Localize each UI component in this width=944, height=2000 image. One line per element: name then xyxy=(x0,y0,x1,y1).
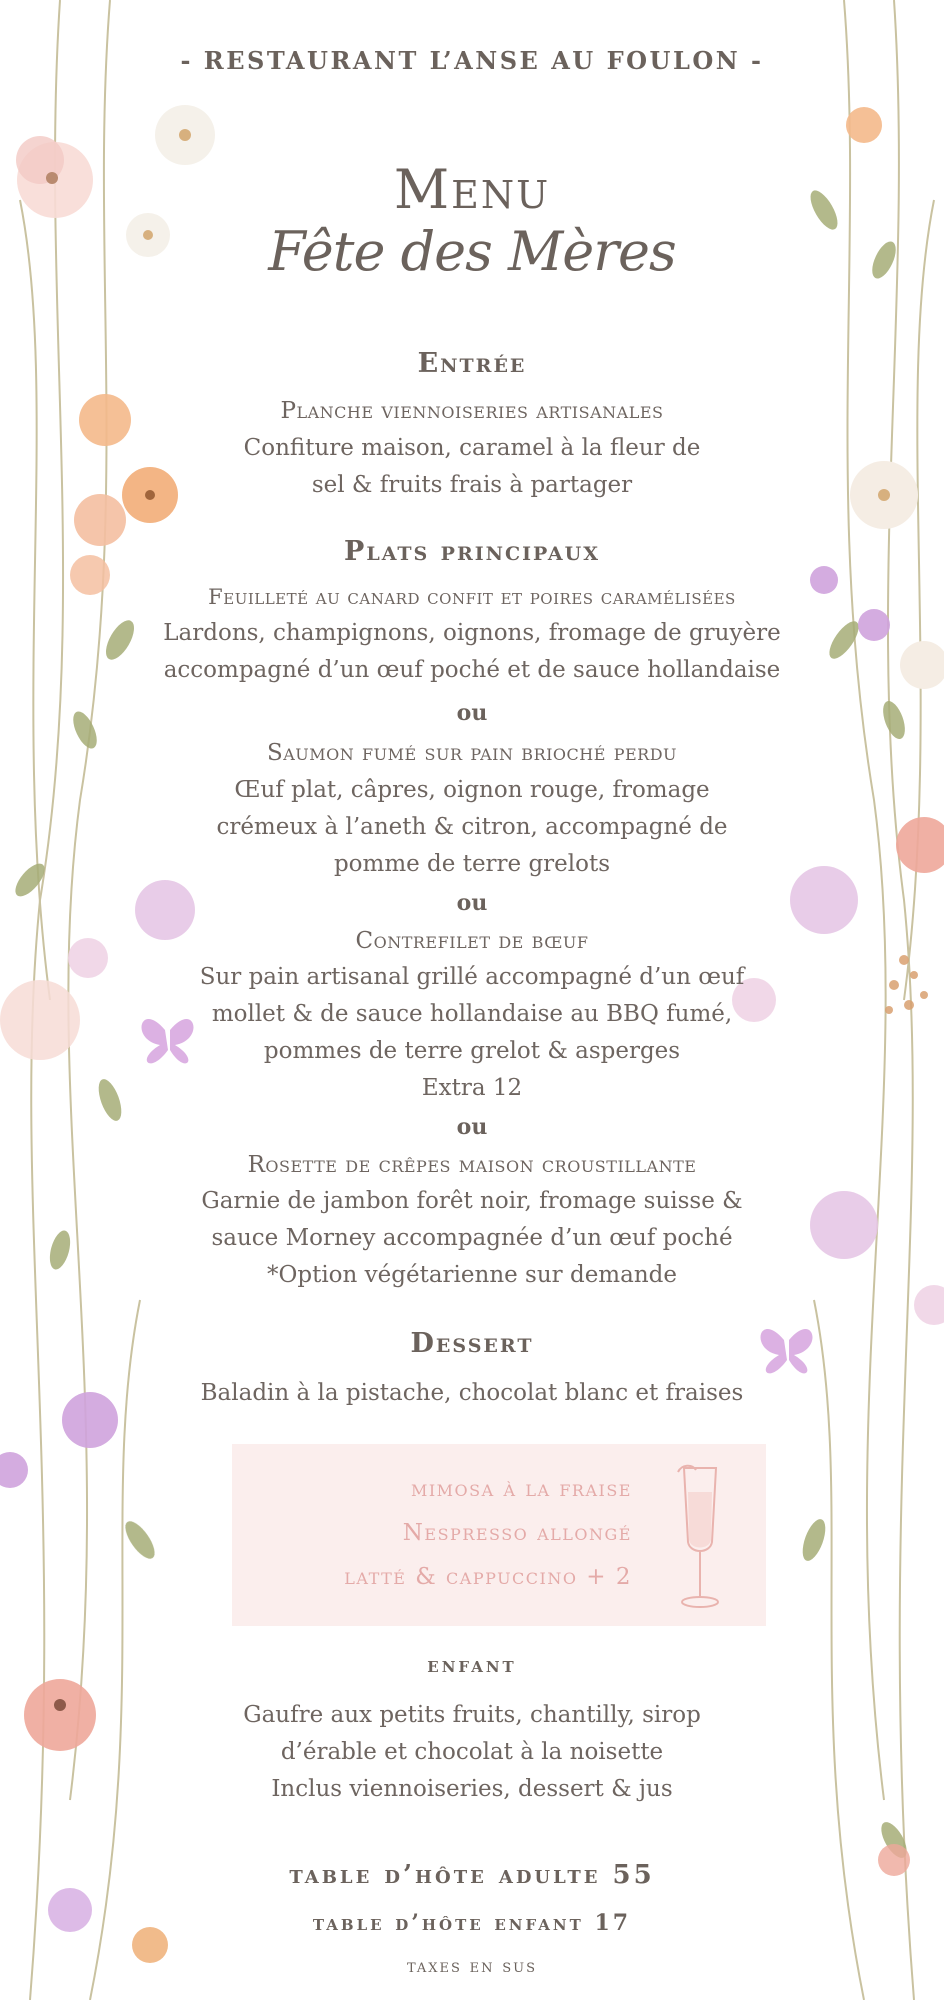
dish-line: sauce Morney accompagnée d’un œuf poché xyxy=(211,1225,733,1251)
or-separator: ou xyxy=(456,890,488,916)
dish-line: mollet & de sauce hollandaise au BBQ fumé, xyxy=(211,1001,733,1027)
dish-line: Œuf plat, câpres, oignon rouge, fromage xyxy=(234,777,710,803)
entree-line: Confiture maison, caramel à la fleur de xyxy=(243,435,701,461)
drink-line: latté & cappuccino + 2 xyxy=(344,1564,632,1590)
entree-line: sel & fruits frais à partager xyxy=(311,472,633,498)
dish-extra: Extra 12 xyxy=(421,1075,523,1101)
taxes-note: taxes en sus xyxy=(406,1956,538,1977)
dish-line: pommes de terre grelot & asperges xyxy=(263,1038,681,1064)
dish-line: accompagné d’un œuf poché et de sauce hollandaise xyxy=(163,657,781,683)
entree-heading: Entrée xyxy=(417,348,527,379)
dish-name: Rosette de crêpes maison croustillante xyxy=(247,1152,697,1178)
dish-line: Garnie de jambon forêt noir, fromage suisse & xyxy=(201,1188,743,1214)
flower-pink-icon xyxy=(16,136,93,218)
dish-line: Sur pain artisanal grillé accompagné d’un œuf xyxy=(199,964,745,990)
drink-line: Nespresso allongé xyxy=(402,1520,632,1546)
dish-line: Lardons, champignons, oignons, fromage de gruyère xyxy=(163,620,781,646)
enfant-line: Gaufre aux petits fruits, chantilly, sirop xyxy=(243,1702,701,1728)
adult-price: table d’hôte adulte 55 xyxy=(289,1860,655,1890)
or-separator: ou xyxy=(456,1114,488,1140)
dessert-heading: Dessert xyxy=(410,1328,534,1359)
enfant-line: d’érable et chocolat à la noisette xyxy=(280,1739,664,1765)
child-price: table d’hôte enfant 17 xyxy=(312,1910,632,1936)
champagne-glass-icon xyxy=(670,1462,730,1612)
dish-name: Feuilleté au canard confit et poires caramélisées xyxy=(208,585,736,609)
flower-red-icon xyxy=(24,1679,168,1963)
enfant-heading: enfant xyxy=(427,1652,517,1678)
dish-line: crémeux à l’aneth & citron, accompagné de xyxy=(216,814,728,840)
occasion-title: Fête des Mères xyxy=(268,220,676,283)
dish-line: pomme de terre grelots xyxy=(333,851,611,877)
drinks-promo xyxy=(232,1444,766,1626)
dish-name: Contrefilet de bœuf xyxy=(355,928,589,954)
dessert-line: Baladin à la pistache, chocolat blanc et fraises xyxy=(200,1380,744,1406)
dish-line: *Option végétarienne sur demande xyxy=(267,1262,677,1288)
or-separator: ou xyxy=(456,700,488,726)
flower-orange-icon xyxy=(846,107,944,689)
plats-heading: Plats principaux xyxy=(344,536,600,567)
leaf-green-icon xyxy=(798,186,912,1861)
dish-name: Saumon fumé sur pain brioché perdu xyxy=(266,740,678,766)
right-floral-border xyxy=(724,0,944,2000)
left-floral-border xyxy=(0,0,220,2000)
menu-title: Menu xyxy=(393,158,551,221)
drink-line: mimosa à la fraise xyxy=(410,1476,632,1502)
enfant-line: Inclus viennoiseries, dessert & jus xyxy=(271,1776,673,1802)
restaurant-name: - RESTAURANT L’ANSE AU FOULON - xyxy=(180,46,764,75)
entree-line: Planche viennoiseries artisanales xyxy=(280,398,664,424)
